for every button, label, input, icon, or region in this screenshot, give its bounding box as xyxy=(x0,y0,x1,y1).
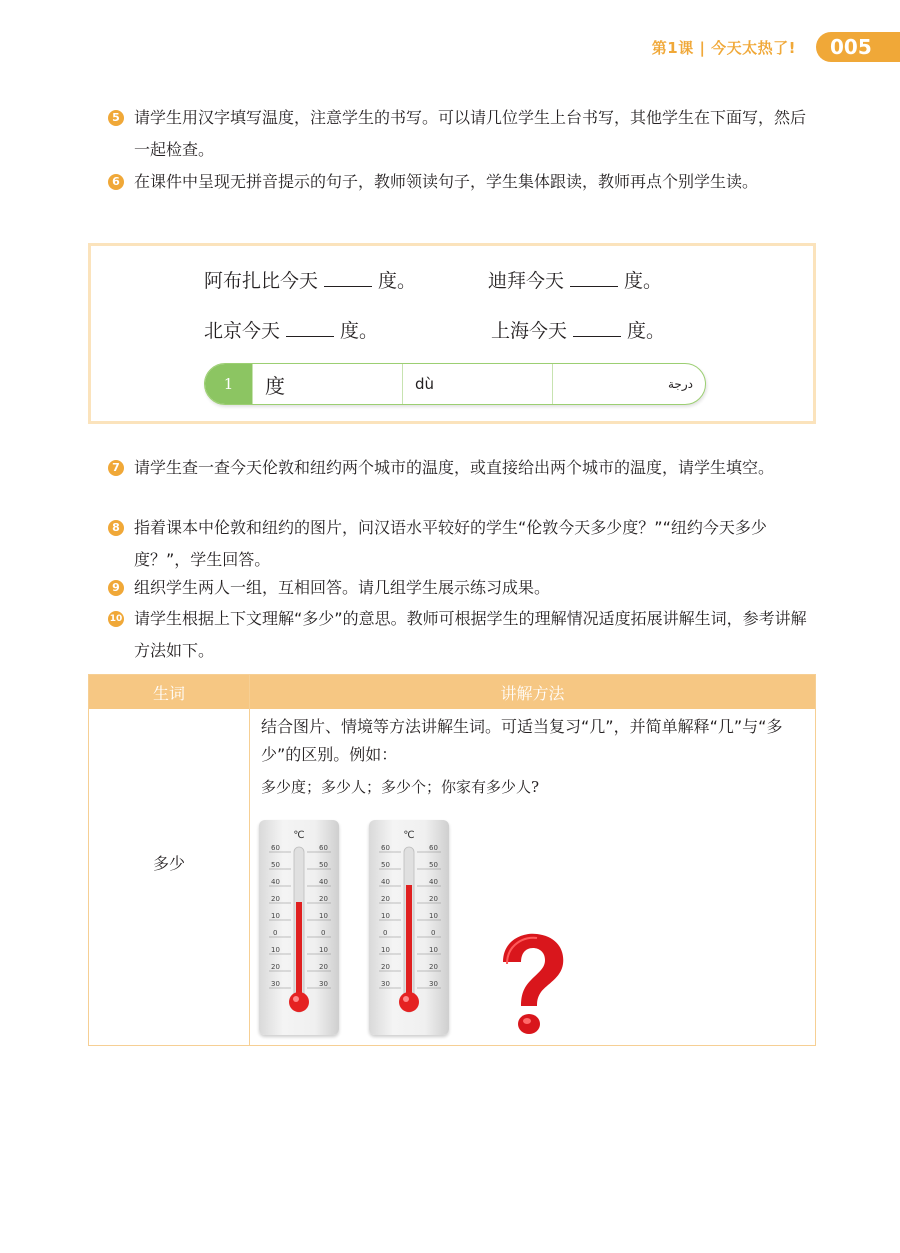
svg-text:50: 50 xyxy=(271,861,280,869)
svg-text:60: 60 xyxy=(271,844,280,852)
table-header-method: 讲解方法 xyxy=(250,675,815,709)
vocab-card xyxy=(204,363,706,405)
svg-text:50: 50 xyxy=(381,861,390,869)
page-number: 005 xyxy=(816,32,900,62)
thermometer-image xyxy=(369,820,449,1035)
svg-text:20: 20 xyxy=(319,895,328,903)
svg-text:60: 60 xyxy=(319,844,328,852)
svg-text:30: 30 xyxy=(271,980,280,988)
svg-text:℃: ℃ xyxy=(293,830,305,841)
step-item xyxy=(108,572,818,604)
step-text: 请学生查一查今天伦敦和纽约两个城市的温度，或直接给出两个城市的温度，请学生填空。 xyxy=(134,458,775,477)
svg-text:40: 40 xyxy=(429,878,438,886)
step-text: 组织学生两人一组，互相回答。请几组学生展示练习成果。 xyxy=(134,578,551,597)
svg-text:30: 30 xyxy=(429,980,438,988)
answer-blank[interactable] xyxy=(286,319,334,337)
svg-text:50: 50 xyxy=(319,861,328,869)
svg-text:30: 30 xyxy=(381,980,390,988)
lesson-title: 第1课 | 今天太热了! xyxy=(651,38,796,57)
step-text: 请学生用汉字填写温度，注意学生的书写。可以请几位学生上台书写，其他学生在下面写，然后一起检查。 xyxy=(134,108,807,159)
step-item xyxy=(108,102,818,166)
step-text: 在课件中呈现无拼音提示的句子，教师领读句子，学生集体跟读，教师再点个别学生读。 xyxy=(134,172,759,191)
svg-text:20: 20 xyxy=(429,895,438,903)
table-cell-word: 多少 xyxy=(152,853,185,873)
step-number-badge: 9 xyxy=(108,580,124,596)
table-cell-method: 结合图片、情境等方法讲解生词。可适当复习“几”，并简单解释“几”与“多少”的区别。例如： xyxy=(261,717,783,764)
step-text: 指着课本中伦敦和纽约的图片，问汉语水平较好的学生“伦敦今天多少度？”“纽约今天多少度？”，学生回答。 xyxy=(134,518,767,569)
question-mark-icon xyxy=(485,930,575,1040)
thermometer-image xyxy=(259,820,339,1035)
step-text: 请学生根据上下文理解“多少”的意思。教师可根据学生的理解情况适度拓展讲解生词，参考讲解方法如下。 xyxy=(134,609,807,660)
svg-text:20: 20 xyxy=(381,895,390,903)
svg-text:0: 0 xyxy=(321,929,326,937)
svg-text:10: 10 xyxy=(381,912,390,920)
step-number-badge: 8 xyxy=(108,520,124,536)
step-number-badge: 10 xyxy=(108,611,124,627)
answer-blank[interactable] xyxy=(324,269,372,287)
svg-text:10: 10 xyxy=(271,912,280,920)
svg-text:20: 20 xyxy=(271,963,280,971)
fill-in-exercise-box xyxy=(88,243,816,424)
step-number-badge: 6 xyxy=(108,174,124,190)
svg-text:60: 60 xyxy=(429,844,438,852)
svg-text:40: 40 xyxy=(381,878,390,886)
exercise-sentence: 北京今天 度。 xyxy=(204,320,379,342)
svg-text:10: 10 xyxy=(319,912,328,920)
exercise-sentence: 迪拜今天 度。 xyxy=(488,270,663,292)
svg-text:10: 10 xyxy=(319,946,328,954)
svg-text:0: 0 xyxy=(431,929,436,937)
vocab-meaning: درجة xyxy=(552,364,705,404)
vocab-hanzi: 度 xyxy=(252,364,402,404)
step-item xyxy=(108,452,818,484)
exercise-sentence: 阿布扎比今天 度。 xyxy=(204,270,417,292)
svg-text:50: 50 xyxy=(429,861,438,869)
svg-text:60: 60 xyxy=(381,844,390,852)
step-number-badge: 7 xyxy=(108,460,124,476)
vocabulary-method-table xyxy=(88,674,816,1046)
step-item xyxy=(108,166,818,198)
answer-blank[interactable] xyxy=(573,319,621,337)
vocab-pinyin: dù xyxy=(402,364,552,404)
table-header-word: 生词 xyxy=(89,675,249,709)
step-number-badge: 5 xyxy=(108,110,124,126)
svg-text:10: 10 xyxy=(381,946,390,954)
svg-text:40: 40 xyxy=(319,878,328,886)
column-divider xyxy=(249,675,250,1045)
step-item xyxy=(108,603,818,667)
svg-text:0: 0 xyxy=(273,929,278,937)
svg-text:20: 20 xyxy=(319,963,328,971)
svg-text:20: 20 xyxy=(271,895,280,903)
exercise-sentence: 上海今天 度。 xyxy=(491,320,666,342)
svg-text:10: 10 xyxy=(271,946,280,954)
method-examples: 多少度；多少人；多少个；你家有多少人? xyxy=(261,778,540,796)
answer-blank[interactable] xyxy=(570,269,618,287)
step-item xyxy=(108,512,818,576)
svg-text:0: 0 xyxy=(383,929,388,937)
svg-text:30: 30 xyxy=(319,980,328,988)
svg-text:20: 20 xyxy=(381,963,390,971)
vocab-number: 1 xyxy=(205,364,252,404)
svg-text:10: 10 xyxy=(429,946,438,954)
svg-text:40: 40 xyxy=(271,878,280,886)
svg-text:10: 10 xyxy=(429,912,438,920)
svg-text:℃: ℃ xyxy=(403,830,415,841)
page-header xyxy=(652,32,900,62)
svg-text:20: 20 xyxy=(429,963,438,971)
